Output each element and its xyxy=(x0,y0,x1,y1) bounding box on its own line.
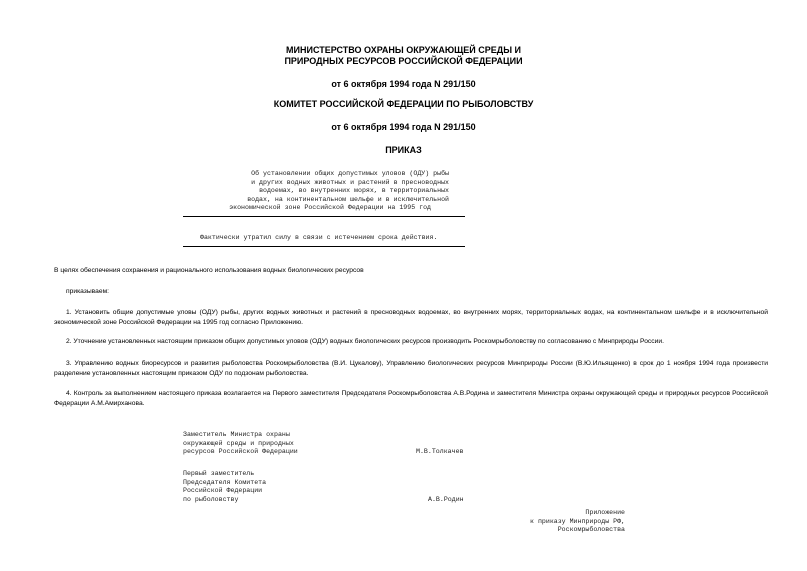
appendix-line1: Приложение xyxy=(585,509,625,516)
order-item-1: 1. Установить общие допустимые уловы (ОДУ) рыбы, других водных животных и растений в пресноводных водоемах, во внутренних морях, территориальных водах, на континентальном шельфе и в исключительной экономической зоне Российской Федерации на 1995 год согласно Приложению. xyxy=(54,309,768,326)
signature2-name: А.В.Родин xyxy=(428,495,464,503)
signature1-line2: окружающей среды и природных xyxy=(183,439,294,447)
committee-title: КОМИТЕТ РОССИЙСКОЙ ФЕДЕРАЦИИ ПО РЫБОЛОВСТВУ xyxy=(273,99,534,109)
subject-line-3: водоемах, во внутренних морях, в территориальных xyxy=(259,187,449,194)
status-note: Фактически утратил силу в связи с истечением срока действия. xyxy=(200,234,438,241)
order-item-2: 2. Уточнение установленных настоящим приказом общих допустимых уловов (ОДУ) водных биологических ресурсов производить Роскомрыболовству по согласованию с Минприроды России. xyxy=(66,338,664,345)
order-word: приказываем: xyxy=(66,288,110,295)
ministry-title-line1: МИНИСТЕРСТВО ОХРАНЫ ОКРУЖАЮЩЕЙ СРЕДЫ И xyxy=(286,45,521,55)
signature2-line4: по рыболовству xyxy=(183,495,239,503)
divider-top xyxy=(183,216,465,217)
signature2-line2: Председателя Комитета xyxy=(183,478,267,486)
subject-line-1: Об установлении общих допустимых уловов (ОДУ) рыбы xyxy=(251,170,449,177)
signature2-line1: Первый заместитель xyxy=(183,470,255,477)
order-item-3: 3. Управлению водных биоресурсов и развития рыболовства Роскомрыболовства (В.И. Цукалову), Управлению биологических ресурсов Минприроды России (В.Ю.Ильященко) в срок до 1 ноября 1994 года произвести разделение установленных настоящим приказом ОДУ по подзонам рыболовства. xyxy=(54,360,768,377)
order-item-4: 4. Контроль за выполнением настоящего приказа возлагается на Первого заместителя Председателя Роскомрыболовства А.В.Родина и заместителя Министра охраны окружающей среды и природных ресурсов Российской Федерации А.М.Амирханова. xyxy=(54,390,768,407)
appendix-line2: к приказу Минприроды РФ, xyxy=(530,517,625,525)
document-type: ПРИКАЗ xyxy=(385,145,422,155)
subject-line-2: и других водных животных и растений в пресноводных xyxy=(251,178,449,186)
signature1-line1: Заместитель Министра охраны xyxy=(183,431,290,438)
signature1-name: М.В.Толкачев xyxy=(416,448,464,455)
signature1-line3: ресурсов Российской Федерации xyxy=(183,448,298,455)
order-date-1: от 6 октября 1994 года N 291/150 xyxy=(331,79,476,89)
subject-line-5: экономической зоне Российской Федерации на 1995 год xyxy=(229,204,431,211)
signature2-line3: Российской Федерации xyxy=(183,487,263,494)
ministry-title-line2: ПРИРОДНЫХ РЕСУРСОВ РОССИЙСКОЙ ФЕДЕРАЦИИ xyxy=(284,56,523,66)
preamble: В целях обеспечения сохранения и рационального использования водных биологических ресурсов xyxy=(54,267,364,274)
appendix-line3: Роскомрыболовства xyxy=(557,526,625,533)
order-date-2: от 6 октября 1994 года N 291/150 xyxy=(331,122,476,132)
subject-line-4: водах, на континентальном шельфе и в исключительной xyxy=(247,195,449,203)
divider-bottom xyxy=(183,246,465,247)
